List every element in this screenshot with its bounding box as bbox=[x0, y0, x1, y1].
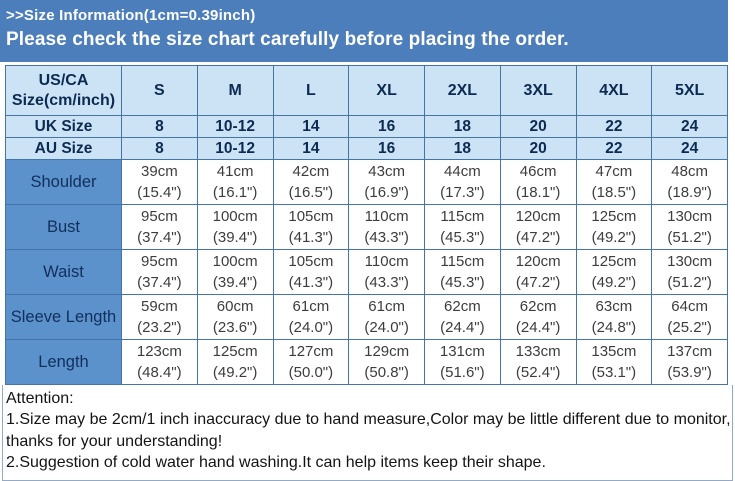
value-cm: 95cm bbox=[141, 207, 178, 225]
uk-size-cell: 18 bbox=[425, 116, 501, 138]
sleeve-cell bbox=[652, 295, 728, 340]
value-cm: 42cm bbox=[292, 162, 330, 180]
waist-cell bbox=[349, 250, 425, 295]
value-inch: (24.8") bbox=[591, 319, 637, 336]
row-label-uk-size: UK Size bbox=[6, 116, 122, 138]
bust-cell bbox=[425, 205, 501, 250]
waist-cell bbox=[197, 250, 273, 295]
value-inch: (16.9") bbox=[364, 184, 409, 201]
size-header-5xl: 5XL bbox=[652, 66, 728, 116]
sleeve-length-row bbox=[6, 295, 728, 340]
shoulder-cell bbox=[425, 160, 501, 205]
length-cell bbox=[652, 340, 728, 385]
au-size-cell: 22 bbox=[576, 138, 652, 160]
value-inch: (50.8") bbox=[364, 364, 409, 381]
bust-row bbox=[6, 205, 728, 250]
value-cm: 48cm bbox=[671, 162, 708, 180]
size-header-m: M bbox=[197, 66, 273, 116]
value-inch: (47.2") bbox=[515, 229, 561, 246]
value-cm: 61cm bbox=[292, 297, 330, 315]
uk-size-cell: 16 bbox=[349, 116, 425, 138]
value-cm: 41cm bbox=[216, 162, 254, 180]
uk-size-cell: 20 bbox=[500, 116, 576, 138]
value-cm: 125cm bbox=[212, 342, 258, 360]
value-inch: (52.4") bbox=[515, 364, 561, 381]
sleeve-cell bbox=[273, 295, 349, 340]
waist-cell bbox=[500, 250, 576, 295]
value-inch: (45.3") bbox=[440, 274, 485, 291]
value-inch: (25.2") bbox=[667, 319, 712, 336]
value-cm: 125cm bbox=[591, 252, 637, 270]
au-size-row bbox=[6, 138, 728, 160]
value-inch: (24.0") bbox=[364, 319, 409, 336]
length-cell bbox=[425, 340, 501, 385]
length-cell bbox=[273, 340, 349, 385]
value-cm: 105cm bbox=[288, 207, 334, 225]
row-label-length: Length bbox=[6, 340, 122, 385]
length-cell bbox=[349, 340, 425, 385]
attention-note-line: thanks for your understanding! bbox=[6, 432, 223, 450]
attention-title: Attention: bbox=[6, 390, 74, 407]
value-inch: (24.0") bbox=[288, 319, 334, 336]
shoulder-cell bbox=[576, 160, 652, 205]
value-cm: 123cm bbox=[136, 342, 182, 360]
shoulder-cell bbox=[273, 160, 349, 205]
uk-size-cell: 24 bbox=[652, 116, 728, 138]
shoulder-cell bbox=[652, 160, 728, 205]
value-inch: (18.5") bbox=[591, 184, 637, 201]
row-label-waist: Waist bbox=[6, 250, 122, 295]
header-row bbox=[6, 66, 728, 116]
value-cm: 62cm bbox=[519, 297, 557, 315]
value-cm: 60cm bbox=[216, 297, 254, 315]
waist-cell bbox=[576, 250, 652, 295]
size-header-3xl: 3XL bbox=[500, 66, 576, 116]
uk-size-cell: 8 bbox=[122, 116, 198, 138]
attention-note-line: 1.Size may be 2cm/1 inch inaccuracy due to hand measure,Color may be little different due to monitor, bbox=[6, 411, 731, 429]
value-inch: (18.1") bbox=[515, 184, 561, 201]
value-inch: (47.2") bbox=[515, 274, 561, 291]
waist-cell bbox=[122, 250, 198, 295]
value-cm: 59cm bbox=[141, 297, 178, 315]
value-cm: 46cm bbox=[519, 162, 557, 180]
corner-header-cell bbox=[6, 66, 122, 116]
value-cm: 100cm bbox=[212, 252, 258, 270]
value-cm: 137cm bbox=[667, 342, 713, 360]
value-cm: 130cm bbox=[667, 207, 713, 225]
shoulder-row bbox=[6, 160, 728, 205]
value-inch: (16.5") bbox=[288, 184, 334, 201]
value-inch: (51.2") bbox=[667, 229, 712, 246]
bust-cell bbox=[500, 205, 576, 250]
value-inch: (45.3") bbox=[440, 229, 485, 246]
value-cm: 39cm bbox=[141, 162, 178, 180]
value-inch: (15.4") bbox=[137, 184, 182, 201]
value-cm: 100cm bbox=[212, 207, 258, 225]
value-cm: 130cm bbox=[667, 252, 713, 270]
value-cm: 110cm bbox=[364, 252, 409, 270]
au-size-cell: 10-12 bbox=[197, 138, 273, 160]
length-cell bbox=[197, 340, 273, 385]
value-inch: (53.9") bbox=[667, 364, 712, 381]
row-label-sleeve-length: Sleeve Length bbox=[6, 295, 122, 340]
au-size-cell: 8 bbox=[122, 138, 198, 160]
bust-cell bbox=[122, 205, 198, 250]
value-inch: (49.2") bbox=[591, 274, 637, 291]
length-row bbox=[6, 340, 728, 385]
shoulder-cell bbox=[349, 160, 425, 205]
shoulder-cell bbox=[122, 160, 198, 205]
value-cm: 133cm bbox=[515, 342, 561, 360]
size-info-banner bbox=[0, 0, 728, 62]
au-size-cell: 24 bbox=[652, 138, 728, 160]
value-inch: (37.4") bbox=[137, 274, 182, 291]
value-cm: 129cm bbox=[364, 342, 410, 360]
attention-section bbox=[2, 385, 733, 481]
bust-cell bbox=[273, 205, 349, 250]
attention-note-line: 2.Suggestion of cold water hand washing.It can help items keep their shape. bbox=[6, 454, 546, 472]
au-size-cell: 16 bbox=[349, 138, 425, 160]
sleeve-cell bbox=[425, 295, 501, 340]
value-cm: 127cm bbox=[288, 342, 334, 360]
bust-cell bbox=[349, 205, 425, 250]
row-label-au-size: AU Size bbox=[6, 138, 122, 160]
value-cm: 44cm bbox=[444, 162, 481, 180]
waist-cell bbox=[652, 250, 728, 295]
length-cell bbox=[576, 340, 652, 385]
bust-cell bbox=[197, 205, 273, 250]
size-header-s: S bbox=[122, 66, 198, 116]
value-inch: (23.6") bbox=[212, 319, 258, 336]
value-cm: 120cm bbox=[515, 252, 561, 270]
value-cm: 43cm bbox=[368, 162, 405, 180]
size-header-l: L bbox=[273, 66, 349, 116]
bust-cell bbox=[576, 205, 652, 250]
bust-cell bbox=[652, 205, 728, 250]
value-inch: (24.4") bbox=[515, 319, 561, 336]
value-inch: (53.1") bbox=[591, 364, 637, 381]
value-inch: (49.2") bbox=[212, 364, 258, 381]
sleeve-cell bbox=[122, 295, 198, 340]
value-inch: (43.3") bbox=[364, 274, 409, 291]
length-cell bbox=[122, 340, 198, 385]
shoulder-cell bbox=[197, 160, 273, 205]
value-cm: 105cm bbox=[288, 252, 334, 270]
uk-size-cell: 10-12 bbox=[197, 116, 273, 138]
value-inch: (51.6") bbox=[440, 364, 485, 381]
value-cm: 110cm bbox=[364, 207, 409, 225]
value-inch: (39.4") bbox=[212, 229, 258, 246]
sleeve-cell bbox=[500, 295, 576, 340]
value-inch: (51.2") bbox=[667, 274, 712, 291]
au-size-cell: 20 bbox=[500, 138, 576, 160]
size-chart-table bbox=[5, 65, 728, 385]
value-cm: 115cm bbox=[440, 252, 485, 270]
value-cm: 95cm bbox=[141, 252, 178, 270]
sleeve-cell bbox=[576, 295, 652, 340]
value-inch: (43.3") bbox=[364, 229, 409, 246]
value-inch: (37.4") bbox=[137, 229, 182, 246]
uk-size-cell: 22 bbox=[576, 116, 652, 138]
value-inch: (18.9") bbox=[667, 184, 712, 201]
value-inch: (16.1") bbox=[212, 184, 258, 201]
value-inch: (24.4") bbox=[440, 319, 485, 336]
uk-size-cell: 14 bbox=[273, 116, 349, 138]
value-cm: 64cm bbox=[671, 297, 708, 315]
value-inch: (41.3") bbox=[288, 229, 334, 246]
corner-header-line1: US/CA bbox=[38, 71, 89, 89]
value-cm: 125cm bbox=[591, 207, 637, 225]
value-cm: 63cm bbox=[595, 297, 633, 315]
value-inch: (49.2") bbox=[591, 229, 637, 246]
value-inch: (50.0") bbox=[288, 364, 334, 381]
size-header-4xl: 4XL bbox=[576, 66, 652, 116]
uk-size-row bbox=[6, 116, 728, 138]
waist-row bbox=[6, 250, 728, 295]
value-cm: 135cm bbox=[591, 342, 637, 360]
value-inch: (39.4") bbox=[212, 274, 258, 291]
size-header-2xl: 2XL bbox=[425, 66, 501, 116]
size-header-xl: XL bbox=[349, 66, 425, 116]
value-inch: (17.3") bbox=[440, 184, 485, 201]
corner-header-line2: Size(cm/inch) bbox=[11, 91, 116, 109]
sleeve-cell bbox=[349, 295, 425, 340]
value-inch: (41.3") bbox=[288, 274, 334, 291]
au-size-cell: 18 bbox=[425, 138, 501, 160]
sleeve-cell bbox=[197, 295, 273, 340]
value-cm: 47cm bbox=[595, 162, 633, 180]
shoulder-cell bbox=[500, 160, 576, 205]
value-cm: 120cm bbox=[515, 207, 561, 225]
value-cm: 131cm bbox=[439, 342, 485, 360]
au-size-cell: 14 bbox=[273, 138, 349, 160]
value-inch: (23.2") bbox=[137, 319, 182, 336]
value-cm: 115cm bbox=[440, 207, 485, 225]
value-inch: (48.4") bbox=[137, 364, 182, 381]
waist-cell bbox=[273, 250, 349, 295]
banner-subtitle: Please check the size chart carefully before placing the order. bbox=[6, 29, 569, 50]
row-label-shoulder: Shoulder bbox=[6, 160, 122, 205]
value-cm: 62cm bbox=[444, 297, 481, 315]
value-cm: 61cm bbox=[368, 297, 405, 315]
length-cell bbox=[500, 340, 576, 385]
waist-cell bbox=[425, 250, 501, 295]
banner-title: >>Size Information(1cm=0.39inch) bbox=[6, 7, 256, 24]
row-label-bust: Bust bbox=[6, 205, 122, 250]
